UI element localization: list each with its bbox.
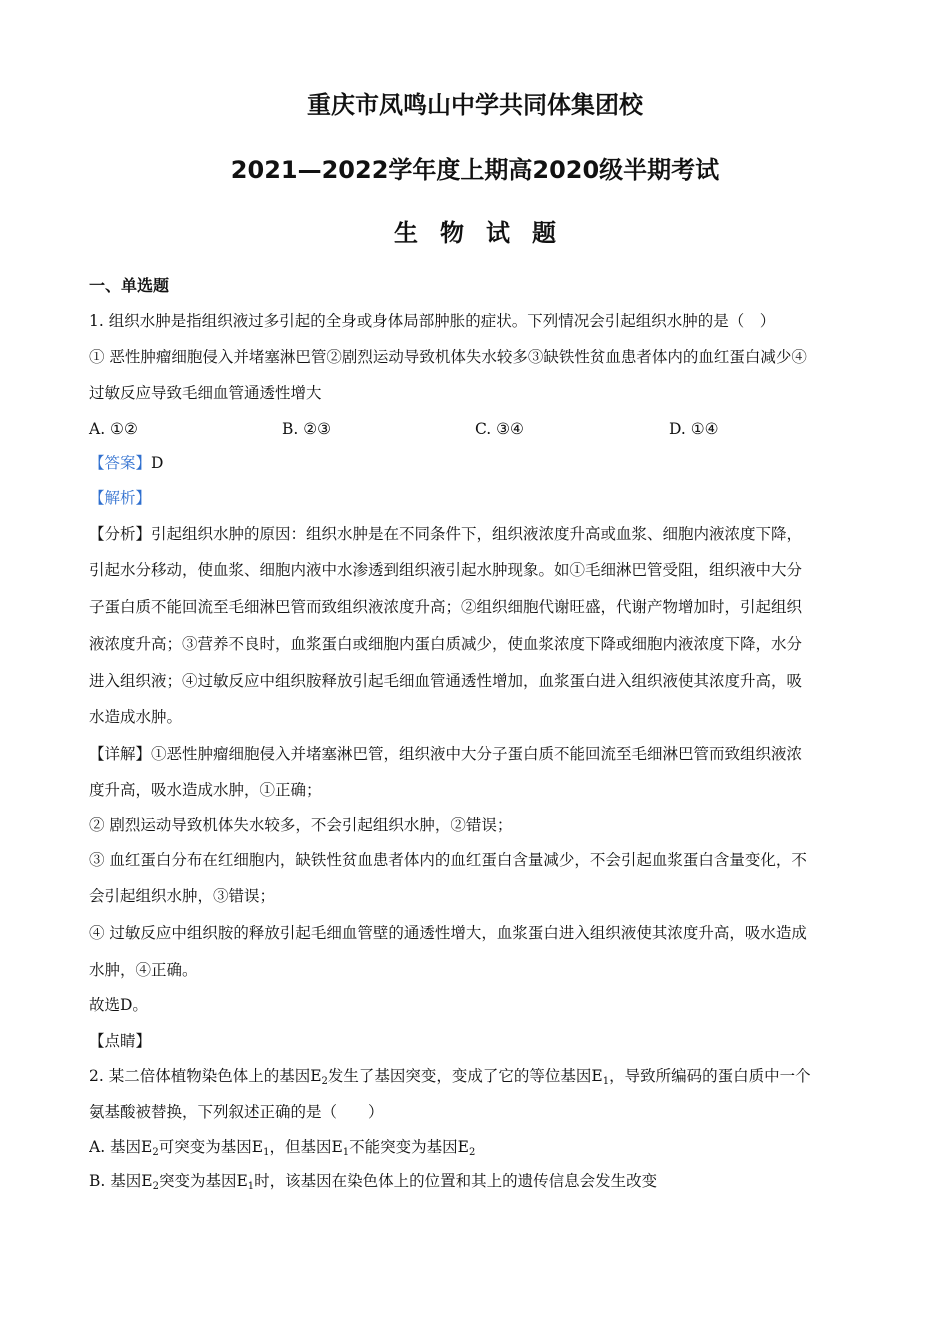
q2-stem-line-1	[89, 1065, 864, 1087]
q1-stem-line-2: ① 恶性肿瘤细胞侵入并堵塞淋巴管②剧烈运动导致机体失水较多③缺铁性贫血患者体内的血红蛋白减少④	[89, 348, 807, 366]
answer-tag: 【答案】	[89, 454, 152, 472]
detail-line: ④ 过敏反应中组织胺的释放引起毛细血管壁的通透性增大，血浆蛋白进入组织液使其浓度升高，吸水造成	[89, 924, 807, 942]
q2-text: B. 基因E	[89, 1172, 153, 1190]
q2-text: 发生了基因突变，变成了它的等位基因E	[327, 1067, 603, 1085]
analysis-line: 进入组织液；④过敏反应中组织胺释放引起毛细血管通透性增加，血浆蛋白进入组织液使其浓度升高，吸	[89, 672, 803, 690]
q2-text: 突变为基因E	[158, 1172, 248, 1190]
q2-text: 时，该基因在染色体上的位置和其上的遗传信息会发生改变	[254, 1172, 658, 1190]
analysis-line: 【分析】引起组织水肿的原因：组织水肿是在不同条件下，组织液浓度升高或血浆、细胞内液浓度下降，	[89, 525, 803, 543]
detail-line: 【详解】①恶性肿瘤细胞侵入并堵塞淋巴管，组织液中大分子蛋白质不能回流至毛细淋巴管而致组织液浓	[89, 745, 803, 763]
q1-option-b: B. ②③	[282, 420, 332, 438]
analysis-tag: 【解析】	[89, 489, 152, 507]
detail-line: ③ 血红蛋白分布在红细胞内，缺铁性贫血患者体内的血红蛋白含量减少，不会引起血浆蛋白含量变化，不	[89, 851, 807, 869]
q2-option-b	[89, 1170, 864, 1192]
title-exam: 2021—2022学年度上期高2020级半期考试	[230, 156, 720, 184]
q2-text: A. 基因E	[89, 1138, 153, 1156]
detail-line: 度升高，吸水造成水肿，①正确；	[89, 781, 322, 799]
subscript: 2	[321, 1076, 328, 1087]
q2-text: 可突变为基因E	[158, 1138, 264, 1156]
q2-text: ，导致所编码的蛋白质中一个	[609, 1067, 811, 1085]
detail-line: 故选D。	[89, 996, 148, 1014]
q2-text: 不能突变为基因E	[349, 1138, 469, 1156]
q1-stem-line-1: 1. 组织水肿是指组织液过多引起的全身或身体局部肿胀的症状。下列情况会引起组织水肿的是（ ）	[89, 312, 776, 330]
answer-value: D	[151, 454, 164, 472]
q1-option-a: A. ①②	[89, 420, 138, 438]
title-subject: 生物试题	[394, 219, 578, 247]
subscript: 2	[152, 1181, 159, 1192]
subscript: 2	[152, 1147, 159, 1158]
analysis-line: 水造成水肿。	[89, 708, 183, 726]
section-heading: 一、单选题	[89, 276, 170, 295]
q1-answer	[89, 452, 864, 474]
q2-option-a	[89, 1136, 864, 1158]
subscript: 1	[602, 1076, 610, 1087]
q1-stem-line-3: 过敏反应导致毛细血管通透性增大	[89, 384, 322, 402]
detail-line: ② 剧烈运动导致机体失水较多，不会引起组织水肿，②错误；	[89, 816, 513, 834]
detail-line: 【点睛】	[89, 1032, 152, 1050]
subscript: 2	[468, 1147, 476, 1158]
detail-line: 水肿，④正确。	[89, 961, 198, 979]
subscript: 1	[247, 1181, 255, 1192]
q2-text: 2. 某二倍体植物染色体上的基因E	[89, 1067, 322, 1085]
q2-stem-line-2: 氨基酸被替换，下列叙述正确的是（ ）	[89, 1103, 384, 1121]
title-school: 重庆市凤鸣山中学共同体集团校	[307, 91, 643, 119]
q2-text: ，但基因E	[269, 1138, 343, 1156]
analysis-line: 子蛋白质不能回流至毛细淋巴管而致组织液浓度升高；②组织细胞代谢旺盛，代谢产物增加时，引起组织	[89, 598, 803, 616]
detail-line: 会引起组织水肿，③错误；	[89, 887, 276, 905]
analysis-line: 液浓度升高；③营养不良时，血浆蛋白或细胞内蛋白质减少，使血浆浓度下降或细胞内液浓度下降，水分	[89, 635, 803, 653]
q1-option-d: D. ①④	[669, 420, 719, 438]
subscript: 1	[263, 1147, 270, 1158]
q1-option-c: C. ③④	[475, 420, 524, 438]
analysis-line: 引起水分移动，使血浆、细胞内液中水渗透到组织液引起水肿现象。如①毛细淋巴管受阻，组织液中大分	[89, 561, 803, 579]
subscript: 1	[342, 1147, 350, 1158]
